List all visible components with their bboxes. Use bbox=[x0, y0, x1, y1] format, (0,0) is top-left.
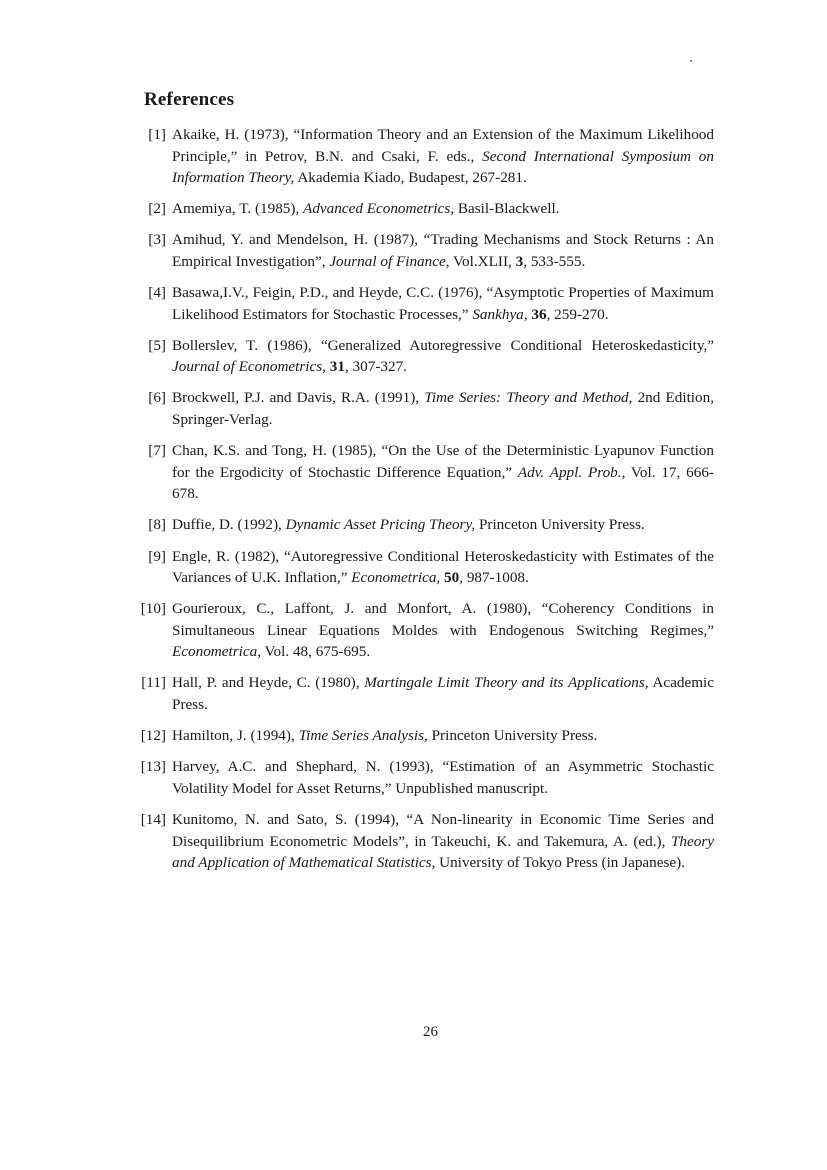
reference-number: [2] bbox=[148, 200, 166, 218]
reference-number: [14] bbox=[140, 810, 166, 828]
reference-item bbox=[140, 809, 714, 874]
reference-number: [12] bbox=[140, 727, 166, 745]
reference-text: Chan, K.S. and Tong, H. (1985), “On the Use of the Deterministic Lyapunov Function for the Ergodicity of Stochastic Difference Equation,” bbox=[172, 442, 714, 481]
reference-text: Brockwell, P.J. and Davis, R.A. (1991), bbox=[172, 389, 425, 407]
reference-number: [3] bbox=[148, 231, 166, 249]
reference-title-italic: Econometrica, bbox=[172, 643, 261, 661]
reference-text: Hall, P. and Heyde, C. (1980), bbox=[172, 674, 365, 692]
reference-title-italic: Second International Symposium on Information Theory, bbox=[172, 147, 714, 187]
reference-item bbox=[140, 725, 714, 747]
reference-item bbox=[140, 598, 714, 663]
reference-text: , 259-270. bbox=[546, 305, 609, 323]
reference-volume-bold: 50 bbox=[444, 569, 460, 587]
reference-text: Hamilton, J. (1994), bbox=[172, 727, 299, 745]
reference-number: [8] bbox=[148, 516, 166, 534]
reference-text: University of Tokyo Press (in Japanese). bbox=[435, 854, 686, 872]
reference-text: Vol.XLII, bbox=[449, 252, 516, 270]
reference-text: , 533-555. bbox=[523, 252, 586, 270]
reference-text: Akaike, H. (1973), “Information Theory and an Extension of the Maximum Likelihood Principle,” in Petrov, B.N. and Csaki, F. eds., bbox=[172, 126, 714, 165]
reference-text: , 987-1008. bbox=[459, 569, 529, 587]
reference-item bbox=[148, 335, 714, 378]
reference-number: [10] bbox=[140, 600, 166, 618]
reference-title-italic: Adv. Appl. Prob., bbox=[517, 463, 626, 481]
reference-title-italic: Martingale Limit Theory and its Applications, bbox=[364, 674, 649, 692]
reference-text: Kunitomo, N. and Sato, S. (1994), “A Non-linearity in Economic Time Series and Disequilibrium Econometric Models”, in Takeuchi, K. and Takemura, A. (ed.), bbox=[172, 810, 714, 850]
reference-item bbox=[148, 514, 714, 536]
reference-text: Akademia Kiado, Budapest, 267-281. bbox=[294, 169, 527, 187]
reference-item bbox=[141, 672, 714, 715]
reference-title-italic: Journal of Finance, bbox=[329, 252, 450, 270]
page-number bbox=[0, 1024, 827, 1041]
reference-item bbox=[148, 198, 714, 220]
reference-item bbox=[148, 229, 714, 272]
reference-title-italic: Time Series: Theory and Method, bbox=[424, 389, 633, 407]
reference-text: Vol. 17, 666-678. bbox=[172, 463, 714, 503]
reference-number: [1] bbox=[148, 126, 166, 143]
reference-volume-bold: 31 bbox=[329, 358, 345, 376]
reference-title-italic: Advanced Econometrics, bbox=[303, 200, 455, 218]
reference-item bbox=[148, 124, 714, 189]
reference-text: , 307-327. bbox=[344, 358, 407, 376]
reference-text: Basil-Blackwell. bbox=[454, 200, 560, 218]
reference-list bbox=[0, 124, 827, 883]
reference-text: Amihud, Y. and Mendelson, H. (1987), “Trading Mechanisms and Stock Returns : An Empirical Investigation”, bbox=[172, 231, 714, 270]
reference-item bbox=[148, 282, 714, 325]
reference-text: Academic Press. bbox=[172, 674, 714, 714]
reference-item bbox=[148, 440, 714, 505]
reference-item bbox=[140, 756, 714, 799]
reference-number: [11] bbox=[141, 674, 166, 692]
reference-text: 2nd Edition, Springer-Verlag. bbox=[172, 389, 715, 429]
reference-text: Bollerslev, T. (1986), “Generalized Autoregressive Conditional Heteroskedasticity,” bbox=[172, 336, 714, 354]
reference-text: Princeton University Press. bbox=[427, 727, 598, 745]
reference-number: [6] bbox=[148, 389, 166, 407]
reference-title-italic: Time Series Analysis, bbox=[298, 727, 428, 745]
reference-volume-bold: 36 bbox=[531, 305, 547, 323]
reference-number: [9] bbox=[148, 547, 166, 565]
reference-item bbox=[148, 387, 715, 430]
reference-text: Princeton University Press. bbox=[475, 516, 645, 534]
reference-text: Gourieroux, C., Laffont, J. and Monfort, A. (1980), “Coherency Conditions in Simultaneous Linear Equations Moldes with Endogenous Switching Regimes,” bbox=[172, 600, 714, 639]
reference-title-italic: Journal of Econometrics, bbox=[172, 358, 326, 376]
reference-title-italic: Theory and Application of Mathematical Statistics, bbox=[172, 832, 714, 872]
page-number-text: 26 bbox=[423, 1024, 438, 1040]
reference-text: Vol. 48, 675-695. bbox=[261, 643, 371, 661]
reference-title-italic: Dynamic Asset Pricing Theory, bbox=[285, 516, 476, 534]
reference-item bbox=[148, 546, 714, 589]
reference-text: Engle, R. (1982), “Autoregressive Conditional Heteroskedasticity with Estimates of the Variances of U.K. Inflation,” bbox=[172, 547, 714, 587]
reference-number: [7] bbox=[148, 442, 166, 460]
reference-number: [4] bbox=[148, 284, 166, 302]
reference-number: [13] bbox=[140, 758, 166, 776]
reference-volume-bold: 3 bbox=[515, 252, 524, 270]
reference-text: Duffie, D. (1992), bbox=[172, 516, 286, 534]
reference-title-italic: Econometrica, bbox=[351, 569, 441, 587]
reference-text: Amemiya, T. (1985), bbox=[172, 200, 304, 218]
reference-title-italic: Sankhya, bbox=[472, 305, 528, 323]
reference-text: Basawa,I.V., Feigin, P.D., and Heyde, C.C. (1976), “Asymptotic Properties of Maximum Likelihood Estimators for Stochastic Processes,” bbox=[172, 284, 714, 323]
references-heading: References bbox=[144, 89, 235, 110]
reference-number: [5] bbox=[148, 336, 166, 354]
scan-speck bbox=[690, 60, 692, 62]
reference-text: Harvey, A.C. and Shephard, N. (1993), “Estimation of an Asymmetric Stochastic Volatility Model for Asset Returns,” Unpublished manuscript. bbox=[172, 758, 714, 797]
